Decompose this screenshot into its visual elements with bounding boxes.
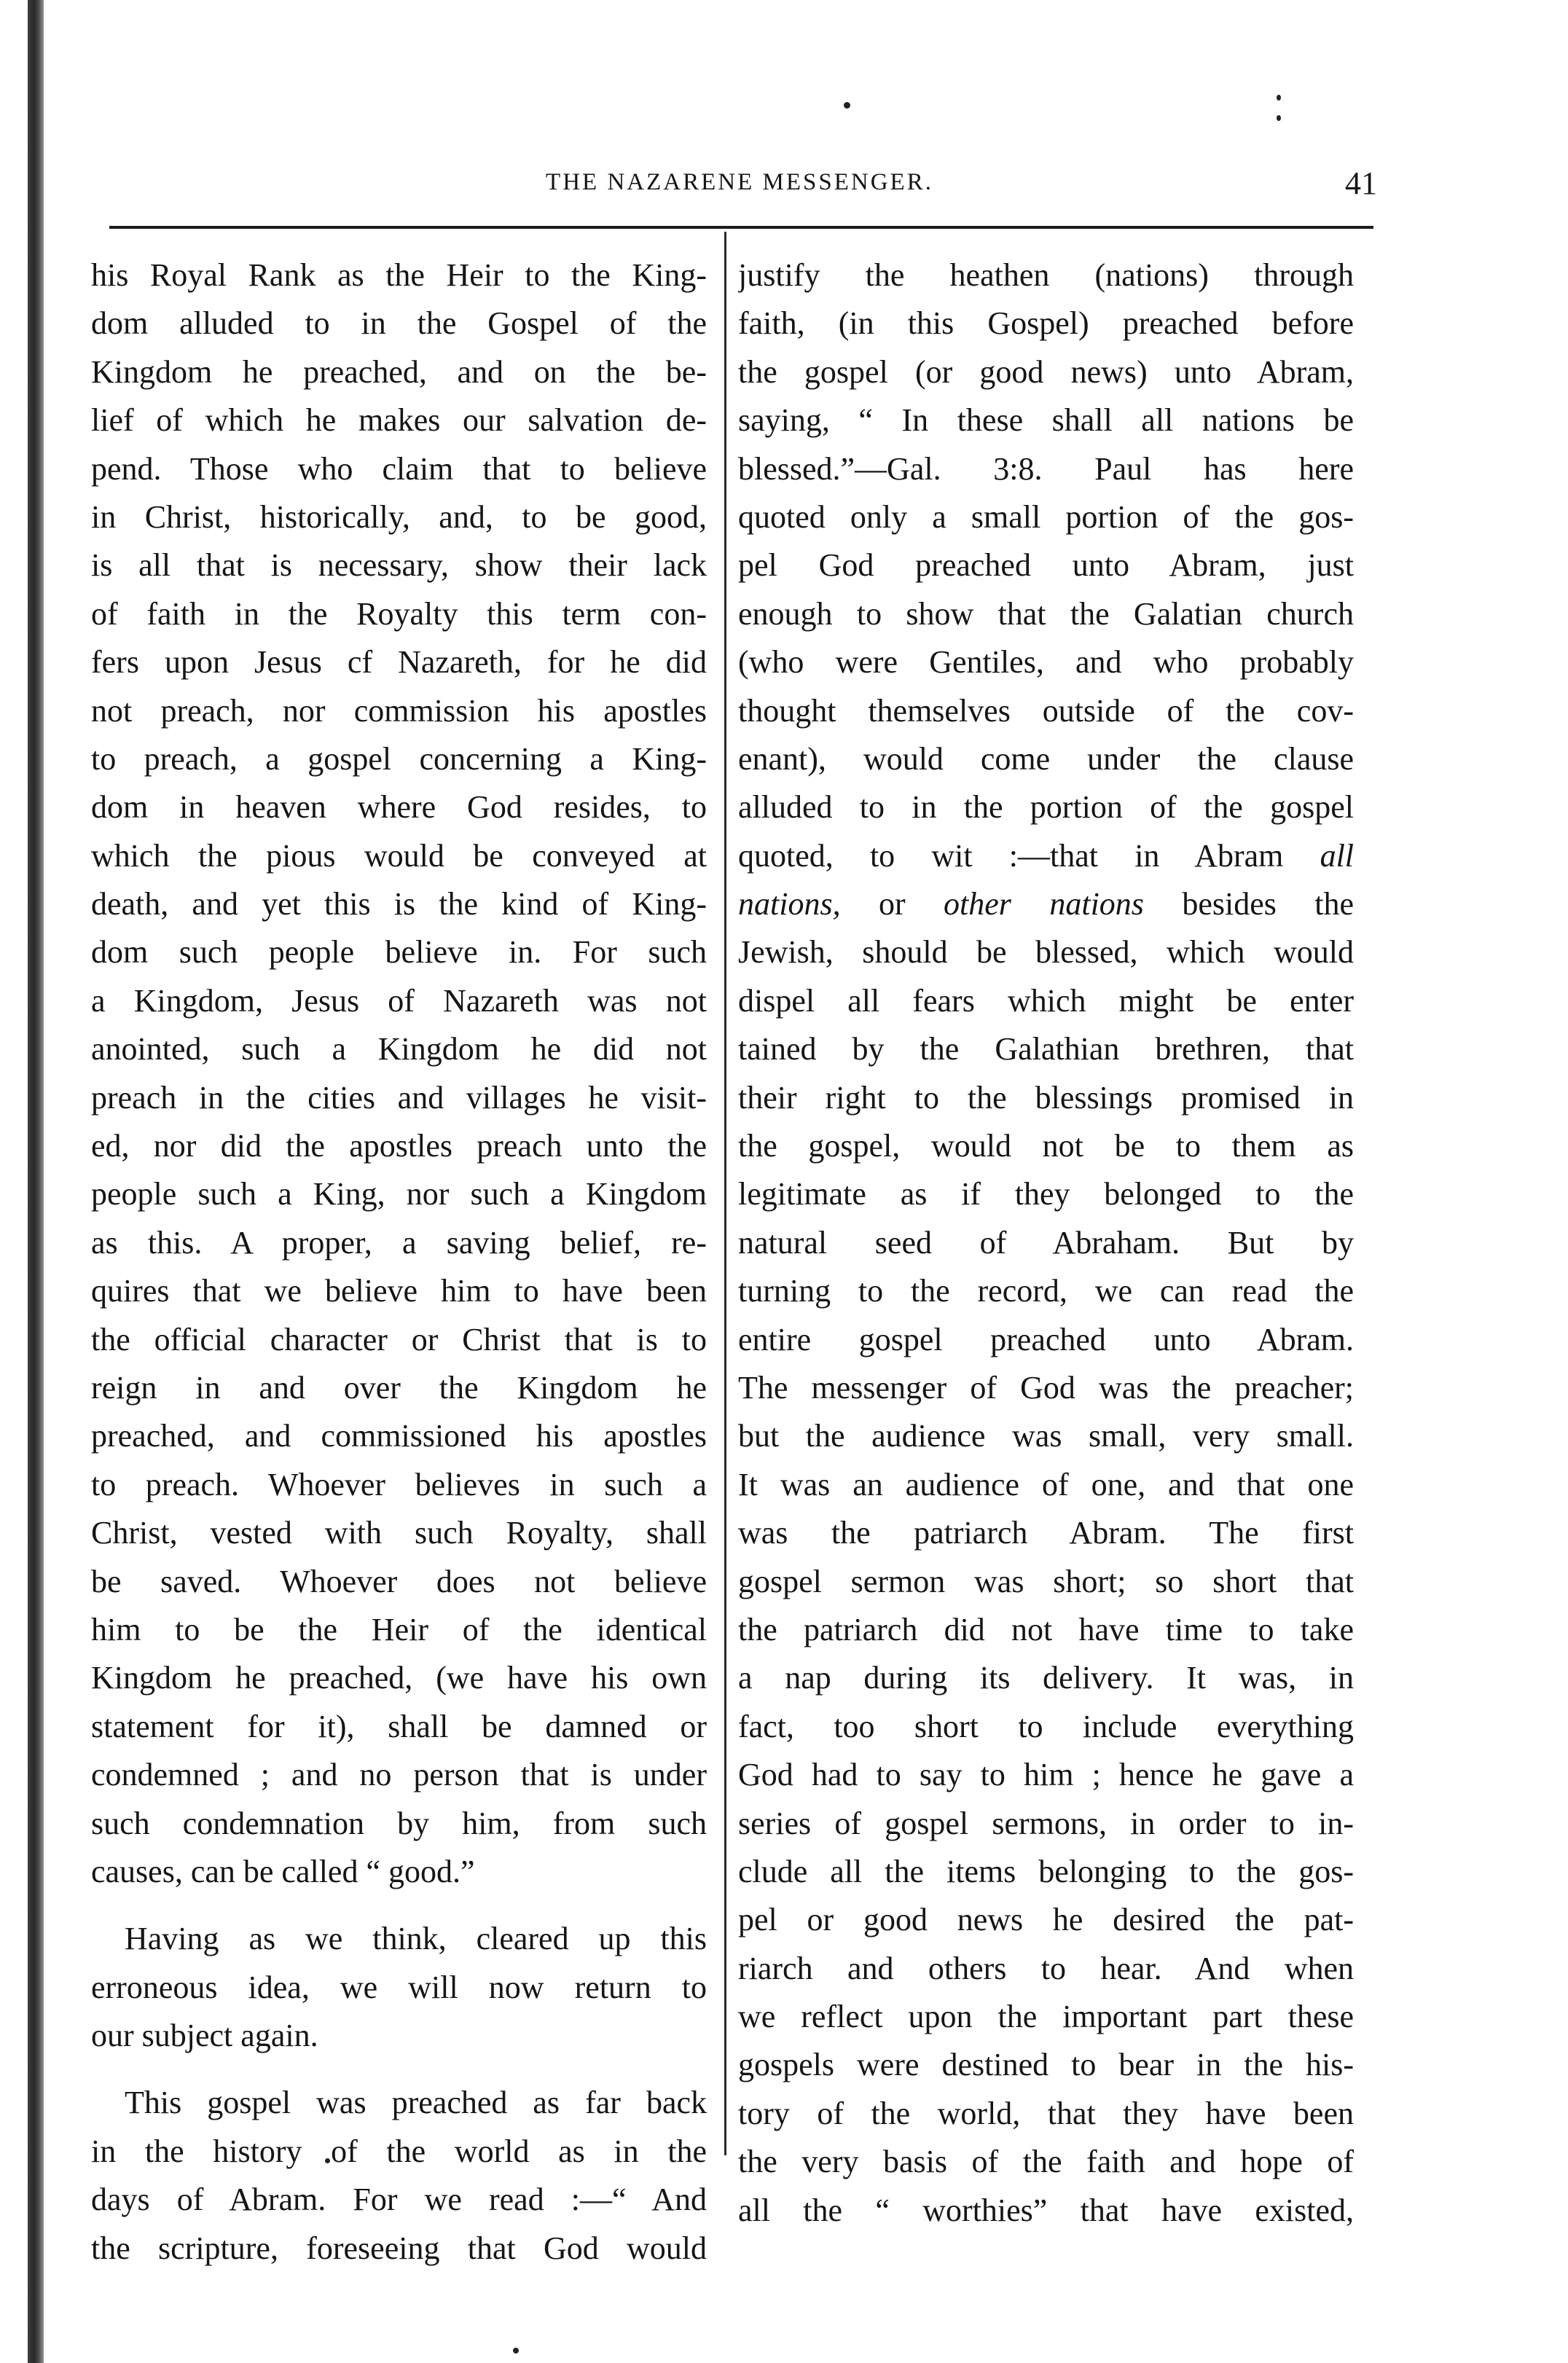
text-line: days of Abram. For we read :—“ And (91, 2182, 707, 2218)
text-line: preach in the cities and villages he visit- (91, 1079, 707, 1116)
text-line: gospel sermon was short; so short that (738, 1563, 1354, 1599)
text-line: to preach. Whoever believes in such a (91, 1466, 707, 1502)
text-line: their right to the blessings promised in (738, 1079, 1354, 1116)
text-line: the official character or Christ that is to (91, 1321, 707, 1357)
text-line: is all that is necessary, show their lack (91, 547, 707, 584)
text-line: all the “ worthies” that have existed, (738, 2192, 1354, 2228)
text-line: in Christ, historically, and, to be good, (91, 498, 707, 535)
text-line: a nap during its delivery. It was, in (738, 1660, 1354, 1696)
text-line: erroneous idea, we will now return to (91, 1969, 707, 2005)
text-line: tained by the Galathian brethren, that (738, 1031, 1354, 1067)
scan-speck (1277, 95, 1281, 101)
page-number: 41 (1345, 165, 1377, 201)
scan-speck (1277, 115, 1281, 121)
text-line: It was an audience of one, and that one (738, 1466, 1354, 1502)
text-line: not preach, nor commission his apostles (91, 692, 707, 729)
text-line: blessed.”—Gal. 3:8. Paul has here (738, 450, 1354, 487)
column-divider (724, 232, 726, 2155)
text-line: fact, too short to include everything (738, 1708, 1354, 1744)
text-line: his Royal Rank as the Heir to the King- (91, 257, 707, 293)
text-line: dispel all fears which might be enter (738, 982, 1354, 1019)
text-line: the very basis of the faith and hope of (738, 2144, 1354, 2180)
text-line: Kingdom he preached, (we have his own (91, 1660, 707, 1696)
left-text-column (91, 251, 707, 2273)
text-line: in the history of the world as in the (91, 2133, 707, 2169)
text-line: This gospel was preached as far back (125, 2085, 707, 2121)
text-line: tory of the world, that they have been (738, 2095, 1354, 2131)
running-header (102, 165, 1377, 213)
text-line: clude all the items belonging to the gos- (738, 1853, 1354, 1889)
text-line: enant), would come under the clause (738, 740, 1354, 777)
text-line: death, and yet this is the kind of King- (91, 886, 707, 922)
scan-speck (844, 102, 850, 109)
text-line: him to be the Heir of the identical (91, 1611, 707, 1647)
text-line: our subject again. (91, 2018, 318, 2054)
text-line: was the patriarch Abram. The first (738, 1515, 1354, 1551)
text-line: legitimate as if they belonged to the (738, 1176, 1354, 1212)
text-line: causes, can be called “ good.” (91, 1853, 475, 1889)
scan-speck (513, 2348, 519, 2354)
text-line: Christ, vested with such Royalty, shall (91, 1515, 707, 1551)
text-line: be saved. Whoever does not believe (91, 1563, 707, 1599)
journal-title: THE NAZARENE MESSENGER. (546, 169, 933, 195)
text-line: the scripture, foreseeing that God would (91, 2230, 707, 2266)
text-line: quoted only a small portion of the gos- (738, 498, 1354, 535)
text-line: people such a King, nor such a Kingdom (91, 1176, 707, 1212)
header-rule (109, 226, 1373, 229)
text-line: dom such people believe in. For such (91, 934, 707, 971)
text-line: saying, “ In these shall all nations be (738, 402, 1354, 439)
text-line: ed, nor did the apostles preach unto the (91, 1128, 707, 1164)
text-line: riarch and others to hear. And when (738, 1950, 1354, 1986)
text-line: faith, (in this Gospel) preached before (738, 305, 1354, 342)
text-line: Having as we think, cleared up this (125, 1921, 707, 1957)
text-line: quoted, to wit :—that in Abram all (738, 837, 1354, 874)
text-line: we reflect upon the important part these (738, 1999, 1354, 2035)
text-line: fers upon Jesus cf Nazareth, for he did (91, 644, 707, 681)
text-line: statement for it), shall be damned or (91, 1708, 707, 1744)
paragraph-gap (91, 1896, 707, 1915)
text-line: series of gospel sermons, in order to in- (738, 1805, 1354, 1841)
text-line: Jewish, should be blessed, which would (738, 934, 1354, 971)
text-line: which the pious would be conveyed at (91, 837, 707, 874)
text-line: God had to say to him ; hence he gave a (738, 1757, 1354, 1793)
text-line: of faith in the Royalty this term con- (91, 595, 707, 632)
text-line: to preach, a gospel concerning a King- (91, 740, 707, 777)
text-line: pel or good news he desired the pat- (738, 1902, 1354, 1938)
text-line: nations, or other nations besides the (738, 886, 1354, 922)
text-line: preached, and commissioned his apostles (91, 1418, 707, 1454)
text-line: The messenger of God was the preacher; (738, 1369, 1354, 1406)
text-line: lief of which he makes our salvation de- (91, 402, 707, 439)
text-line: the gospel (or good news) unto Abram, (738, 353, 1354, 390)
text-line: turning to the record, we can read the (738, 1273, 1354, 1309)
text-line: natural seed of Abraham. But by (738, 1224, 1354, 1261)
text-line: Kingdom he preached, and on the be- (91, 353, 707, 390)
text-line: alluded to in the portion of the gospel (738, 789, 1354, 826)
text-line: quires that we believe him to have been (91, 1273, 707, 1309)
text-line: such condemnation by him, from such (91, 1805, 707, 1841)
text-line: enough to show that the Galatian church (738, 595, 1354, 632)
text-line: as this. A proper, a saving belief, re- (91, 1224, 707, 1261)
text-line: dom in heaven where God resides, to (91, 789, 707, 826)
right-text-column (738, 251, 1354, 2235)
text-line: reign in and over the Kingdom he (91, 1369, 707, 1406)
text-line: dom alluded to in the Gospel of the (91, 305, 707, 342)
text-line: but the audience was small, very small. (738, 1418, 1354, 1454)
text-line: a Kingdom, Jesus of Nazareth was not (91, 982, 707, 1019)
paragraph-gap (91, 2060, 707, 2079)
text-line: pel God preached unto Abram, just (738, 547, 1354, 584)
text-line: condemned ; and no person that is under (91, 1757, 707, 1793)
text-line: the patriarch did not have time to take (738, 1611, 1354, 1647)
text-line: gospels were destined to bear in the his- (738, 2047, 1354, 2083)
scan-binding-edge (28, 0, 44, 2363)
text-line: (who were Gentiles, and who probably (738, 644, 1354, 681)
text-line: thought themselves outside of the cov- (738, 692, 1354, 729)
text-line: justify the heathen (nations) through (738, 257, 1354, 293)
text-line: pend. Those who claim that to believe (91, 450, 707, 487)
text-line: entire gospel preached unto Abram. (738, 1321, 1354, 1357)
text-line: anointed, such a Kingdom he did not (91, 1031, 707, 1067)
text-line: the gospel, would not be to them as (738, 1128, 1354, 1164)
